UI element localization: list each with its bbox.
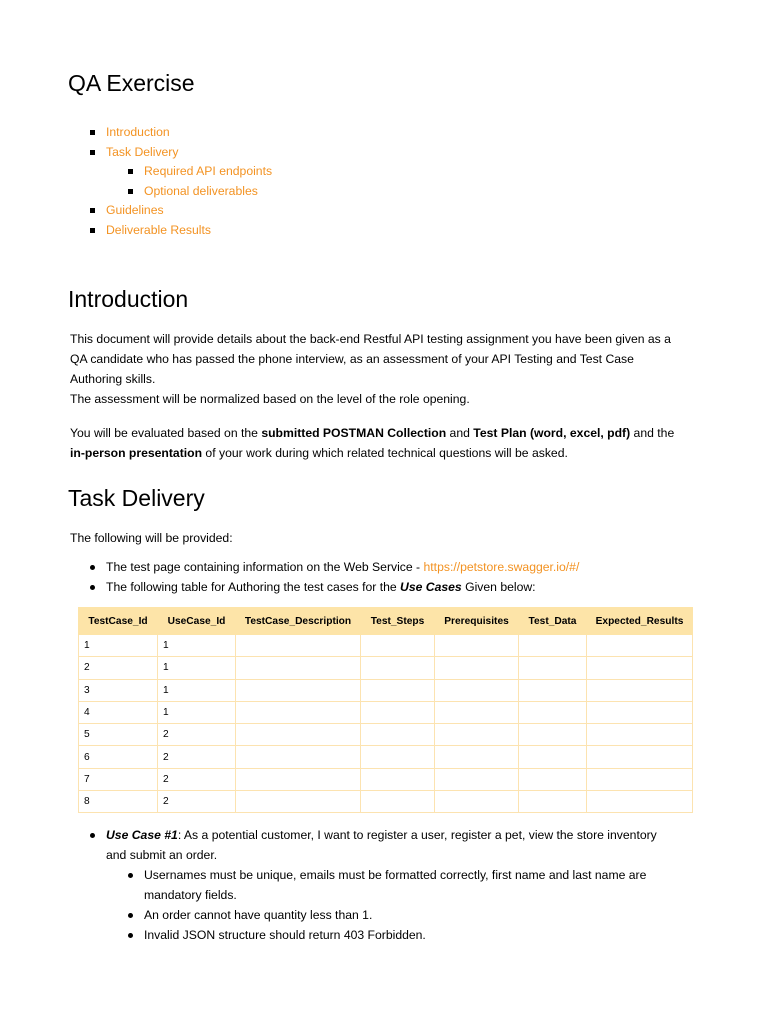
table-cell <box>236 657 361 679</box>
toc-item-required-api-endpoints <box>90 162 272 182</box>
table-cell: 1 <box>158 679 236 701</box>
use-case-1-rules <box>128 865 758 945</box>
provided-text: The following will be provided: <box>70 531 233 545</box>
evaluation-paragraph <box>70 423 750 463</box>
eval-text: You will be evaluated based on the <box>70 426 262 440</box>
intro-line: The assessment will be normalized based on the level of the role opening. <box>70 392 470 406</box>
eval-bold-presentation: in-person presentation <box>70 446 203 460</box>
table-cell: 2 <box>158 791 236 813</box>
table-cell <box>361 791 435 813</box>
table-cell <box>587 657 693 679</box>
toc-link-task-delivery[interactable]: Task Delivery <box>106 144 179 159</box>
task-delivery-heading: Task Delivery <box>68 485 205 511</box>
toc-item-deliverable-results <box>90 221 272 241</box>
table-cell <box>587 746 693 768</box>
table-cell: 6 <box>79 746 158 768</box>
column-header: Test_Data <box>519 608 587 635</box>
table-cell <box>236 701 361 723</box>
table-row <box>79 791 693 813</box>
table-cell: 1 <box>158 657 236 679</box>
table-cell <box>435 724 519 746</box>
table-cell <box>519 657 587 679</box>
table-cell: 8 <box>79 791 158 813</box>
table-cell: 1 <box>158 635 236 657</box>
toc-item-introduction <box>90 123 272 143</box>
introduction-heading: Introduction <box>68 286 189 312</box>
table-cell <box>236 724 361 746</box>
table-cell <box>435 701 519 723</box>
toc-link-guidelines[interactable]: Guidelines <box>106 203 164 217</box>
eval-text: and <box>446 426 474 440</box>
table-cell <box>361 746 435 768</box>
table-cell <box>236 635 361 657</box>
intro-line: QA candidate who has passed the phone interview, as an assessment of your API Testing and Test Case <box>70 352 634 366</box>
table-row <box>79 768 693 790</box>
table-cell: 7 <box>79 768 158 790</box>
table-cell <box>361 724 435 746</box>
eval-text: of your work during which related technical questions will be asked. <box>202 446 568 460</box>
list-item: The test page containing information on the Web Service - https://petstore.swagger.io/#/ <box>90 557 750 577</box>
table-cell <box>587 679 693 701</box>
eval-text: and the <box>630 426 675 440</box>
table-cell <box>519 768 587 790</box>
table-cell <box>519 724 587 746</box>
toc-link-introduction[interactable]: Introduction <box>106 125 170 139</box>
table-cell: 4 <box>79 701 158 723</box>
page-title: QA Exercise <box>68 70 195 96</box>
table-row <box>79 746 693 768</box>
table-cell <box>587 724 693 746</box>
table-cell <box>435 791 519 813</box>
table-row <box>79 724 693 746</box>
table-cell: 3 <box>79 679 158 701</box>
eval-bold-test-plan: Test Plan (word, excel, pdf) <box>473 426 631 440</box>
table-cell <box>361 768 435 790</box>
table-cell: 2 <box>158 746 236 768</box>
table-row <box>79 657 693 679</box>
toc-item-task-delivery <box>90 143 272 163</box>
column-header: TestCase_Id <box>79 608 158 635</box>
table-row <box>79 679 693 701</box>
use-case-1-item: Use Case #1: As a potential customer, I want to register a user, register a pet, view the store inventory and submit an order. <box>90 825 760 865</box>
table-cell <box>361 657 435 679</box>
table-cell <box>519 791 587 813</box>
table-cell <box>236 746 361 768</box>
toc-item-guidelines <box>90 201 272 221</box>
toc-link-deliverable-results[interactable]: Deliverable Results <box>106 222 211 237</box>
table-cell: 5 <box>79 724 158 746</box>
list-item: The following table for Authoring the test cases for the Use Cases Given below: <box>90 577 750 597</box>
table-cell <box>236 791 361 813</box>
table-cell <box>435 768 519 790</box>
table-cell <box>236 768 361 790</box>
table-row <box>79 635 693 657</box>
rule-item: Invalid JSON structure should return 403 Forbidden. <box>128 925 758 945</box>
table-header-row <box>79 608 693 635</box>
table-row <box>79 701 693 723</box>
table-cell: 1 <box>79 635 158 657</box>
rule-item: An order cannot have quantity less than 1. <box>128 905 758 925</box>
toc-link-optional-deliverables[interactable]: Optional deliverables <box>144 183 258 198</box>
table-cell <box>361 635 435 657</box>
column-header: UseCase_Id <box>158 608 236 635</box>
table-cell <box>587 635 693 657</box>
table-cell <box>361 679 435 701</box>
table-cell <box>435 679 519 701</box>
table-cell <box>361 701 435 723</box>
use-case-1-label: Use Case #1 <box>106 828 178 842</box>
table-cell <box>236 679 361 701</box>
column-header: Prerequisites <box>435 608 519 635</box>
introduction-paragraph <box>70 329 750 409</box>
use-case-list <box>90 825 760 865</box>
intro-line: Authoring skills. <box>70 372 156 386</box>
table-cell <box>519 701 587 723</box>
table-cell: 2 <box>158 724 236 746</box>
column-header: TestCase_Description <box>236 608 361 635</box>
table-cell <box>435 746 519 768</box>
table-cell: 1 <box>158 701 236 723</box>
toc-link-required-api-endpoints[interactable]: Required API endpoints <box>144 164 273 178</box>
eval-bold-postman: submitted POSTMAN Collection <box>261 426 447 440</box>
table-cell <box>435 635 519 657</box>
toc-item-optional-deliverables <box>90 182 272 202</box>
table-cell <box>435 657 519 679</box>
provided-list <box>90 557 750 597</box>
table-cell <box>587 701 693 723</box>
intro-line: This document will provide details about the back-end Restful API testing assignment you have been given as a <box>70 332 671 346</box>
table-cell: 2 <box>158 768 236 790</box>
table-cell <box>519 679 587 701</box>
petstore-link[interactable]: https://petstore.swagger.io/#/ <box>423 560 580 574</box>
table-cell <box>519 635 587 657</box>
table-cell <box>587 768 693 790</box>
column-header: Expected_Results <box>587 608 693 635</box>
table-cell <box>587 791 693 813</box>
rule-item: Usernames must be unique, emails must be formatted correctly, first name and last name are mandatory fields. <box>128 865 758 905</box>
table-cell <box>519 746 587 768</box>
column-header: Test_Steps <box>361 608 435 635</box>
test-case-table <box>78 607 693 813</box>
table-cell: 2 <box>79 657 158 679</box>
table-of-contents <box>90 123 272 240</box>
